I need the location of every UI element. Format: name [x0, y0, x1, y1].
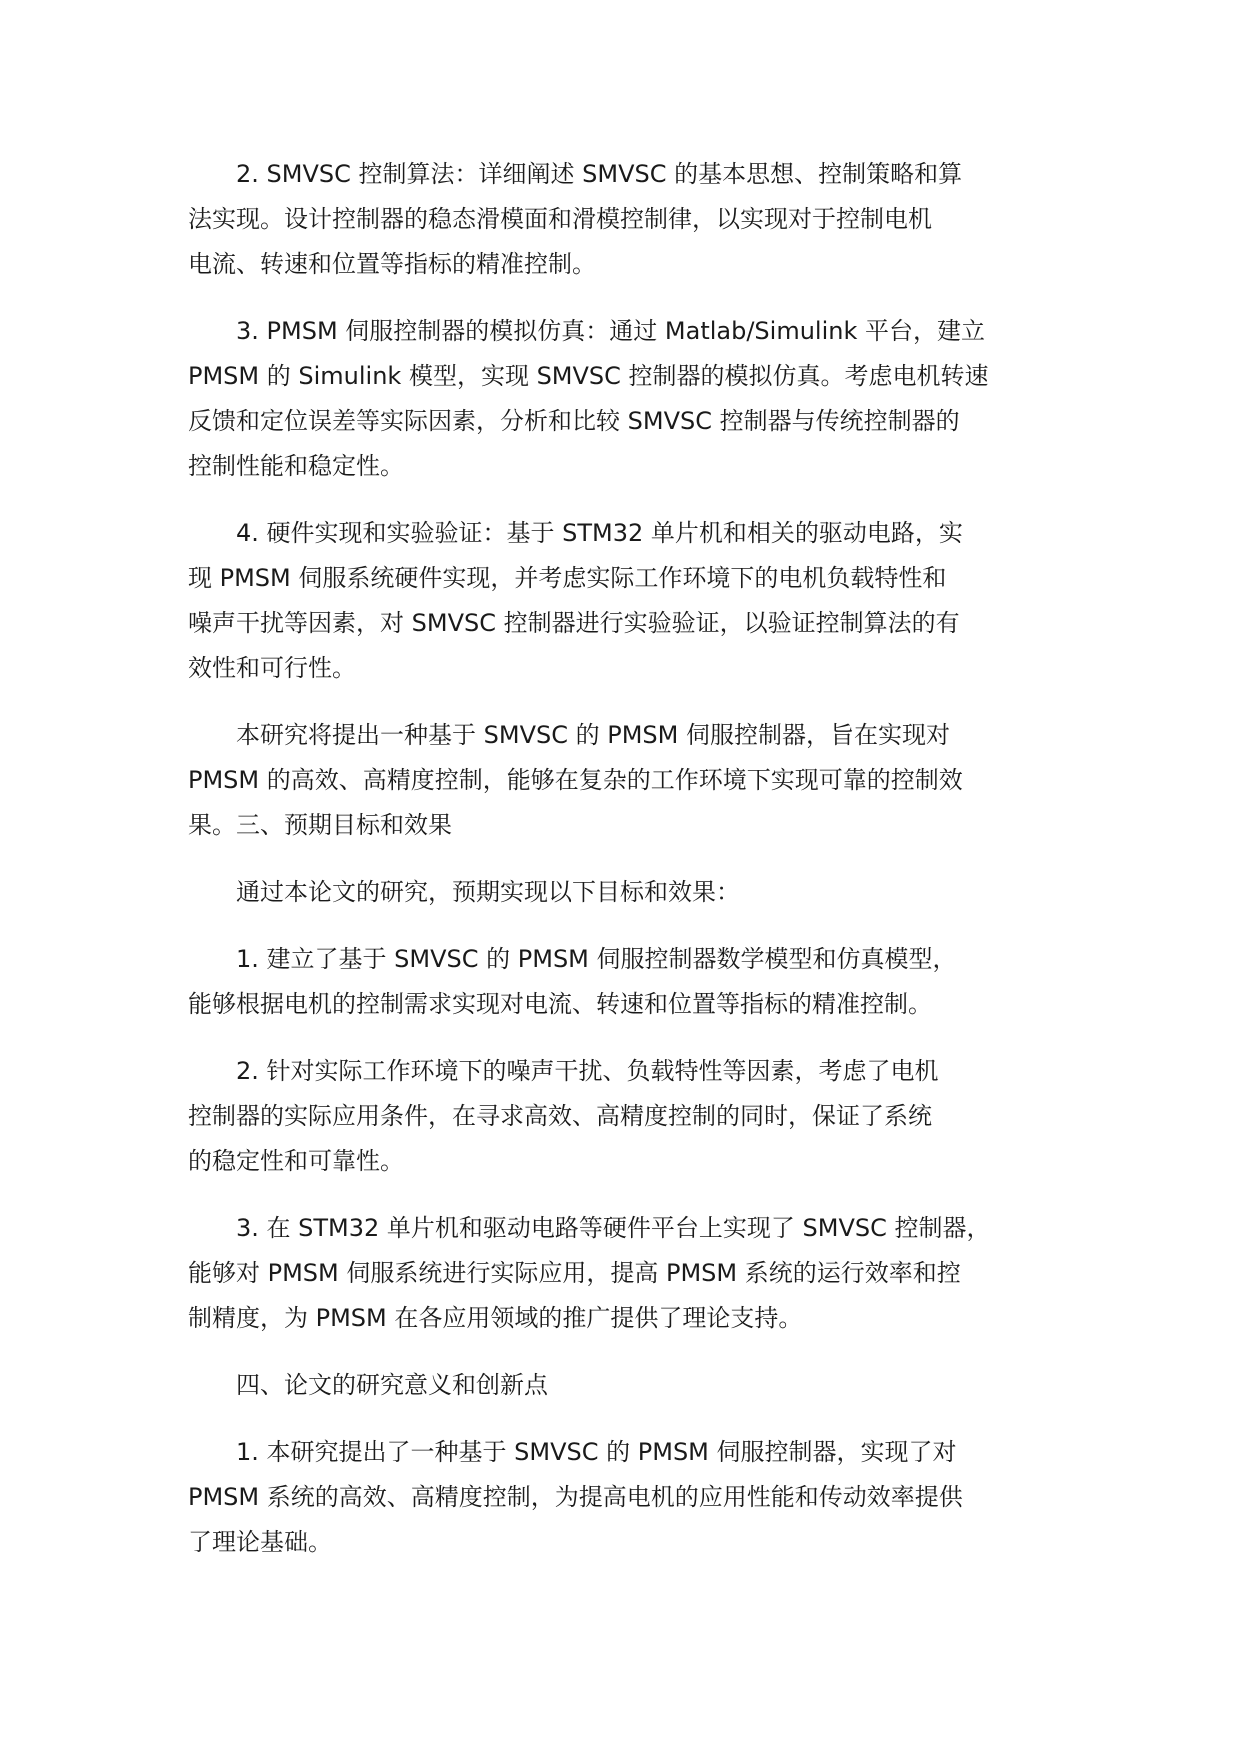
text-line: 1. 本研究提出了一种基于 SMVSC 的 PMSM 伺服控制器，实现了对 [188, 1438, 957, 1466]
text-line: 了理论基础。 [188, 1528, 332, 1556]
paragraph [188, 152, 1098, 287]
paragraph-spacer [188, 1027, 1098, 1049]
text-line: 3. PMSM 伺服控制器的模拟仿真：通过 Matlab/Simulink 平台，建立 [188, 317, 985, 345]
paragraph [188, 511, 1098, 691]
text-line: PMSM 系统的高效、高精度控制，为提高电机的应用性能和传动效率提供 [188, 1483, 963, 1511]
text-line: 能够根据电机的控制需求实现对电流、转速和位置等指标的精准控制。 [188, 990, 932, 1018]
text-line: 4. 硬件实现和实验验证：基于 STM32 单片机和相关的驱动电路，实 [188, 519, 963, 547]
text-line: 1. 建立了基于 SMVSC 的 PMSM 伺服控制器数学模型和仿真模型， [188, 945, 957, 973]
paragraph [188, 1430, 1098, 1565]
text-line: PMSM 的 Simulink 模型，实现 SMVSC 控制器的模拟仿真。考虑电机转速 [188, 362, 989, 390]
paragraph [188, 870, 1098, 915]
paragraph [188, 1206, 1098, 1341]
paragraph-spacer [188, 1408, 1098, 1430]
paragraph [188, 1363, 1098, 1408]
text-line: 2. SMVSC 控制算法：详细阐述 SMVSC 的基本思想、控制策略和算 [188, 160, 963, 188]
paragraph-spacer [188, 489, 1098, 511]
text-line: 2. 针对实际工作环境下的噪声干扰、负载特性等因素，考虑了电机 [188, 1057, 939, 1085]
paragraph-spacer [188, 691, 1098, 713]
paragraph-spacer [188, 1184, 1098, 1206]
text-line: 控制器的实际应用条件，在寻求高效、高精度控制的同时，保证了系统 [188, 1102, 932, 1130]
paragraph [188, 937, 1098, 1027]
text-line: 的稳定性和可靠性。 [188, 1147, 404, 1175]
text-line: 控制性能和稳定性。 [188, 452, 404, 480]
text-line: 效性和可行性。 [188, 654, 356, 682]
paragraph-spacer [188, 1341, 1098, 1363]
text-line: 法实现。设计控制器的稳态滑模面和滑模控制律，以实现对于控制电机 [188, 205, 932, 233]
text-line: 噪声干扰等因素，对 SMVSC 控制器进行实验验证，以验证控制算法的有 [188, 609, 960, 637]
text-line: 反馈和定位误差等实际因素，分析和比较 SMVSC 控制器与传统控制器的 [188, 407, 960, 435]
paragraph [188, 309, 1098, 489]
text-line: 四、论文的研究意义和创新点 [188, 1371, 548, 1399]
text-line: PMSM 的高效、高精度控制，能够在复杂的工作环境下实现可靠的控制效 [188, 766, 963, 794]
text-line: 3. 在 STM32 单片机和驱动电路等硬件平台上实现了 SMVSC 控制器， [188, 1214, 991, 1242]
paragraph-spacer [188, 287, 1098, 309]
text-line: 制精度，为 PMSM 在各应用领域的推广提供了理论支持。 [188, 1304, 803, 1332]
text-line: 本研究将提出一种基于 SMVSC 的 PMSM 伺服控制器，旨在实现对 [188, 721, 950, 749]
text-line: 果。三、预期目标和效果 [188, 811, 452, 839]
paragraph-spacer [188, 848, 1098, 870]
text-line: 现 PMSM 伺服系统硬件实现，并考虑实际工作环境下的电机负载特性和 [188, 564, 947, 592]
text-line: 电流、转速和位置等指标的精准控制。 [188, 250, 596, 278]
paragraph [188, 713, 1098, 848]
text-line: 能够对 PMSM 伺服系统进行实际应用，提高 PMSM 系统的运行效率和控 [188, 1259, 961, 1287]
paragraph-spacer [188, 915, 1098, 937]
document-body [188, 152, 1098, 1565]
text-line: 通过本论文的研究，预期实现以下目标和效果： [188, 878, 740, 906]
paragraph [188, 1049, 1098, 1184]
